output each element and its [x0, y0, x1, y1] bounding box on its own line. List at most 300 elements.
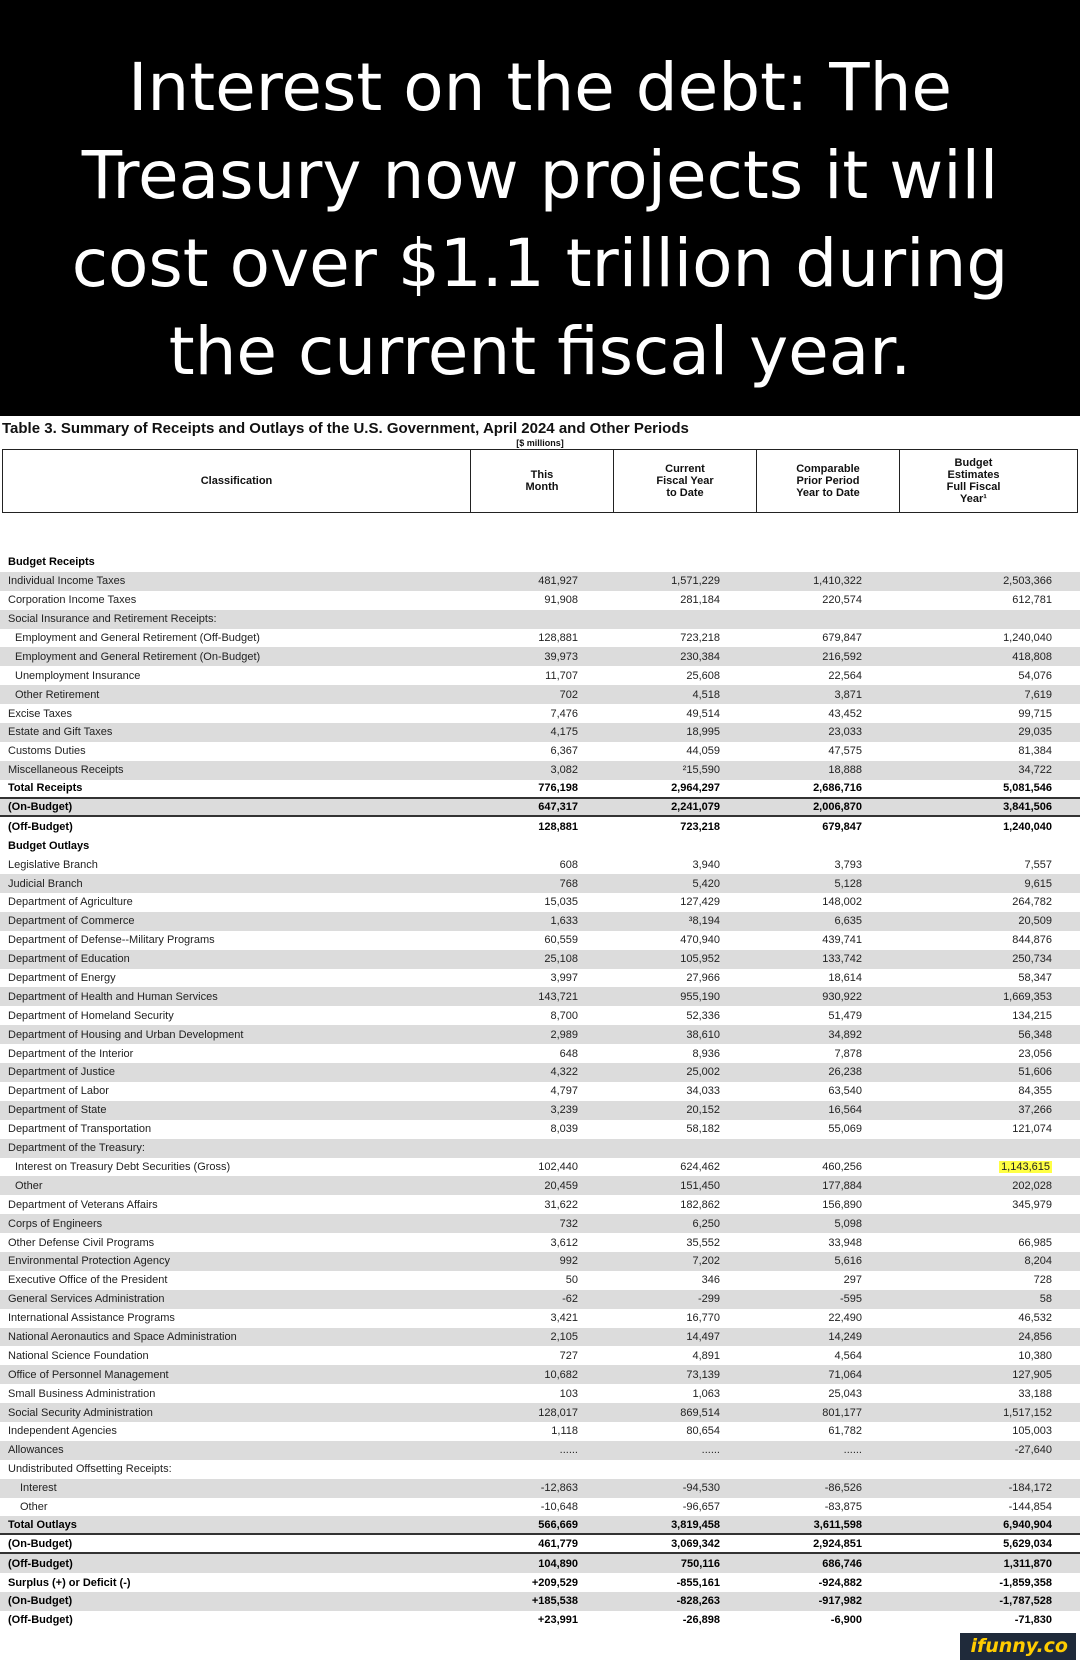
table-row — [0, 1044, 1080, 1063]
row-label: (On-Budget) — [8, 1537, 73, 1550]
table-row — [0, 1271, 1080, 1290]
this-month-cell: 15,035 — [544, 896, 578, 909]
table-row — [0, 874, 1080, 893]
this-month-cell: 143,721 — [538, 990, 578, 1003]
budget-estimate-cell: -144,854 — [1008, 1500, 1052, 1513]
this-month-cell: +209,529 — [531, 1576, 578, 1589]
budget-estimate-cell: 56,348 — [1018, 1028, 1052, 1041]
table-row — [0, 987, 1080, 1006]
table-row — [0, 931, 1080, 950]
row-label: Individual Income Taxes — [8, 575, 126, 588]
fiscal-ytd-cell: 281,184 — [680, 594, 720, 607]
row-label: Budget Receipts — [8, 556, 95, 569]
fiscal-ytd-cell: 3,819,458 — [671, 1518, 720, 1531]
table-row — [0, 591, 1080, 610]
prior-ytd-cell: 51,479 — [828, 1009, 862, 1022]
fiscal-ytd-cell: 151,450 — [680, 1179, 720, 1192]
prior-ytd-cell: 25,043 — [828, 1387, 862, 1400]
prior-ytd-cell: 18,614 — [828, 972, 862, 985]
table-row — [0, 1006, 1080, 1025]
budget-estimate-cell: 7,557 — [1024, 858, 1052, 871]
this-month-cell: 992 — [559, 1255, 578, 1268]
table-row — [0, 1498, 1080, 1517]
prior-ytd-cell: 148,002 — [822, 896, 862, 909]
prior-ytd-cell: 156,890 — [822, 1198, 862, 1211]
this-month-cell: ...... — [559, 1444, 578, 1457]
table-row — [0, 969, 1080, 988]
table-row — [0, 610, 1080, 629]
fiscal-ytd-cell: 346 — [701, 1274, 720, 1287]
this-month-cell: 3,239 — [550, 1104, 578, 1117]
this-month-cell: 91,908 — [544, 594, 578, 607]
fiscal-ytd-cell: 52,336 — [686, 1009, 720, 1022]
this-month-cell: 31,622 — [544, 1198, 578, 1211]
fiscal-ytd-cell: 182,862 — [680, 1198, 720, 1211]
row-label: Excise Taxes — [8, 707, 72, 720]
this-month-cell: 39,973 — [544, 650, 578, 663]
prior-ytd-cell: 14,249 — [828, 1330, 862, 1343]
table-row — [0, 1082, 1080, 1101]
row-label: Customs Duties — [8, 745, 86, 758]
fiscal-ytd-cell: 1,571,229 — [671, 575, 720, 588]
table-row — [0, 1346, 1080, 1365]
prior-ytd-cell: 1,410,322 — [813, 575, 862, 588]
row-label: International Assistance Programs — [8, 1312, 175, 1325]
table-row — [0, 1611, 1080, 1630]
this-month-cell: 103 — [559, 1387, 578, 1400]
this-month-cell: -10,648 — [540, 1500, 578, 1513]
prior-ytd-cell: 5,616 — [834, 1255, 862, 1268]
row-label: Unemployment Insurance — [15, 669, 141, 682]
budget-estimate-cell: 81,384 — [1018, 745, 1052, 758]
column-header-fiscal-ytd: Current Fiscal Year to Date — [614, 450, 757, 512]
prior-ytd-cell: 2,686,716 — [813, 782, 862, 795]
table-row — [0, 817, 1080, 836]
fiscal-ytd-cell: 3,940 — [692, 858, 720, 871]
table-header — [2, 449, 1078, 513]
table-row — [0, 723, 1080, 742]
fiscal-ytd-cell: 750,116 — [680, 1557, 720, 1570]
interest-estimate-highlight: 1,143,615 — [1001, 1160, 1050, 1173]
fiscal-ytd-cell: -299 — [697, 1293, 720, 1306]
row-label: Estate and Gift Taxes — [8, 726, 113, 739]
budget-estimate-cell: 9,615 — [1024, 877, 1052, 890]
row-label: Surplus (+) or Deficit (-) — [8, 1576, 131, 1589]
fiscal-ytd-cell: 25,002 — [686, 1066, 720, 1079]
this-month-cell: 3,997 — [550, 972, 578, 985]
budget-estimate-cell: -71,830 — [1014, 1614, 1052, 1627]
fiscal-ytd-cell: 230,384 — [680, 650, 720, 663]
table-row — [0, 1252, 1080, 1271]
fiscal-ytd-cell: 624,462 — [680, 1160, 720, 1173]
table-row — [0, 1214, 1080, 1233]
prior-ytd-cell: 55,069 — [828, 1123, 862, 1136]
fiscal-ytd-cell: ³8,194 — [688, 915, 720, 928]
row-label: Department of State — [8, 1104, 107, 1117]
table-row — [0, 572, 1080, 591]
fiscal-ytd-cell: 127,429 — [680, 896, 720, 909]
fiscal-ytd-cell: 35,552 — [686, 1236, 720, 1249]
budget-estimate-cell: 127,905 — [1012, 1368, 1052, 1381]
budget-estimate-cell: 51,606 — [1018, 1066, 1052, 1079]
row-label: Department of the Treasury: — [8, 1142, 145, 1155]
fiscal-ytd-cell: 25,608 — [686, 669, 720, 682]
prior-ytd-cell: -86,526 — [824, 1482, 862, 1495]
row-label: Undistributed Offsetting Receipts: — [8, 1463, 172, 1476]
fiscal-ytd-cell: -94,530 — [682, 1482, 720, 1495]
table-row — [0, 629, 1080, 648]
this-month-cell: 8,700 — [550, 1009, 578, 1022]
fiscal-ytd-cell: -828,263 — [676, 1595, 720, 1608]
fiscal-ytd-cell: 49,514 — [686, 707, 720, 720]
row-label: Employment and General Retirement (On-Budget) — [15, 650, 261, 663]
this-month-cell: 128,017 — [538, 1406, 578, 1419]
row-label: Interest on Treasury Debt Securities (Gross) — [15, 1160, 231, 1173]
this-month-cell: 8,039 — [550, 1123, 578, 1136]
this-month-cell: 732 — [559, 1217, 578, 1230]
prior-ytd-cell: 801,177 — [822, 1406, 862, 1419]
row-label: Social Security Administration — [8, 1406, 153, 1419]
fiscal-ytd-cell: 6,250 — [692, 1217, 720, 1230]
table-row — [0, 1158, 1080, 1177]
table-row — [0, 1441, 1080, 1460]
fiscal-ytd-cell: -26,898 — [682, 1614, 720, 1627]
prior-ytd-cell: -6,900 — [830, 1614, 862, 1627]
table-row — [0, 685, 1080, 704]
budget-estimate-cell: 10,380 — [1018, 1349, 1052, 1362]
highlighted-budget-estimate-cell — [882, 1161, 1072, 1173]
this-month-cell: 1,118 — [551, 1425, 578, 1438]
this-month-cell: 25,108 — [544, 953, 578, 966]
table-row — [0, 912, 1080, 931]
prior-ytd-cell: 5,128 — [834, 877, 862, 890]
budget-estimate-cell: 264,782 — [1012, 896, 1052, 909]
table-row — [0, 1290, 1080, 1309]
row-label: Department of Housing and Urban Development — [8, 1028, 244, 1041]
table-row — [0, 1309, 1080, 1328]
row-label: Allowances — [8, 1444, 64, 1457]
table-row — [0, 893, 1080, 912]
prior-ytd-cell: 3,793 — [834, 858, 862, 871]
prior-ytd-cell: 177,884 — [822, 1179, 862, 1192]
fiscal-ytd-cell: 869,514 — [680, 1406, 720, 1419]
row-label: Other Retirement — [15, 688, 100, 701]
table-row — [0, 950, 1080, 969]
budget-estimate-cell: 3,841,506 — [1003, 801, 1052, 814]
prior-ytd-cell: ...... — [843, 1444, 862, 1457]
fiscal-ytd-cell: 955,190 — [680, 990, 720, 1003]
this-month-cell: 608 — [559, 858, 578, 871]
row-label: National Science Foundation — [8, 1349, 149, 1362]
budget-estimate-cell: 418,808 — [1012, 650, 1052, 663]
fiscal-ytd-cell: 16,770 — [686, 1312, 720, 1325]
table-row — [0, 836, 1080, 855]
ifunny-watermark: ifunny.co — [960, 1633, 1076, 1660]
table-row — [0, 647, 1080, 666]
prior-ytd-cell: 26,238 — [828, 1066, 862, 1079]
budget-estimate-cell: 29,035 — [1018, 726, 1052, 739]
prior-ytd-cell: 5,098 — [834, 1217, 862, 1230]
row-label: Department of Transportation — [8, 1123, 152, 1136]
fiscal-ytd-cell: 38,610 — [686, 1028, 720, 1041]
fiscal-ytd-cell: 27,966 — [686, 972, 720, 985]
this-month-cell: 10,682 — [544, 1368, 578, 1381]
table-row — [0, 761, 1080, 780]
row-label: Department of Health and Human Services — [8, 990, 218, 1003]
row-label: Miscellaneous Receipts — [8, 764, 124, 777]
fiscal-ytd-cell: ²15,590 — [682, 764, 720, 777]
prior-ytd-cell: 220,574 — [822, 594, 862, 607]
row-label: Judicial Branch — [8, 877, 83, 890]
fiscal-ytd-cell: 80,654 — [686, 1425, 720, 1438]
this-month-cell: +23,991 — [537, 1614, 578, 1627]
this-month-cell: 1,633 — [550, 915, 578, 928]
fiscal-ytd-cell: 7,202 — [692, 1255, 720, 1268]
table-row — [0, 799, 1080, 818]
row-label: Total Outlays — [8, 1518, 77, 1531]
budget-estimate-cell: 6,940,904 — [1003, 1518, 1052, 1531]
fiscal-ytd-cell: 58,182 — [686, 1123, 720, 1136]
table-row — [0, 780, 1080, 799]
table-row — [0, 1195, 1080, 1214]
row-label: Department of Commerce — [8, 915, 135, 928]
this-month-cell: 20,459 — [544, 1179, 578, 1192]
fiscal-ytd-cell: -96,657 — [682, 1500, 720, 1513]
this-month-cell: 4,797 — [550, 1085, 578, 1098]
table-row — [0, 1554, 1080, 1573]
row-label: Other — [15, 1179, 43, 1192]
this-month-cell: 6,367 — [550, 745, 578, 758]
prior-ytd-cell: 930,922 — [822, 990, 862, 1003]
budget-estimate-cell: 37,266 — [1018, 1104, 1052, 1117]
this-month-cell: 4,322 — [550, 1066, 578, 1079]
table-row — [0, 1120, 1080, 1139]
this-month-cell: +185,538 — [531, 1595, 578, 1608]
row-label: Department of Defense--Military Programs — [8, 934, 215, 947]
budget-estimate-cell: 23,056 — [1018, 1047, 1052, 1060]
budget-estimate-cell: 105,003 — [1012, 1425, 1052, 1438]
budget-estimate-cell: 134,215 — [1012, 1009, 1052, 1022]
row-label: (On-Budget) — [8, 801, 73, 814]
prior-ytd-cell: -83,875 — [824, 1500, 862, 1513]
row-label: Corps of Engineers — [8, 1217, 103, 1230]
budget-estimate-cell: -27,640 — [1014, 1444, 1052, 1457]
table-row — [0, 1460, 1080, 1479]
column-header-this-month: This Month — [471, 450, 614, 512]
budget-estimate-cell: 345,979 — [1012, 1198, 1052, 1211]
this-month-cell: 461,779 — [538, 1537, 578, 1550]
table-row — [0, 1479, 1080, 1498]
row-label: Employment and General Retirement (Off-Budget) — [15, 632, 260, 644]
prior-ytd-cell: 43,452 — [828, 707, 862, 720]
row-label: Department of Agriculture — [8, 896, 133, 909]
prior-ytd-cell: 61,782 — [828, 1425, 862, 1438]
row-label: Other Defense Civil Programs — [8, 1236, 155, 1249]
budget-estimate-cell: 5,629,034 — [1003, 1537, 1052, 1550]
row-label: Legislative Branch — [8, 858, 98, 871]
fiscal-ytd-cell: 470,940 — [680, 934, 720, 947]
row-label: (Off-Budget) — [8, 1557, 73, 1570]
this-month-cell: 776,198 — [538, 782, 578, 795]
row-label: (Off-Budget) — [8, 820, 73, 833]
prior-ytd-cell: 679,847 — [822, 632, 862, 644]
table-row — [0, 1422, 1080, 1441]
prior-ytd-cell: 439,741 — [822, 934, 862, 947]
row-label: Office of Personnel Management — [8, 1368, 169, 1381]
row-label: Department of Energy — [8, 972, 116, 985]
this-month-cell: 128,881 — [538, 820, 578, 833]
this-month-cell: 7,476 — [550, 707, 578, 720]
budget-estimate-cell: 34,722 — [1018, 764, 1052, 777]
this-month-cell: 3,612 — [550, 1236, 578, 1249]
budget-estimate-cell: 99,715 — [1018, 707, 1052, 720]
this-month-cell: 50 — [565, 1274, 578, 1287]
this-month-cell: 648 — [559, 1047, 578, 1060]
table-row — [0, 1403, 1080, 1422]
budget-estimate-cell: 1,311,870 — [1003, 1557, 1052, 1570]
table-row — [0, 1063, 1080, 1082]
budget-estimate-cell: 20,509 — [1018, 915, 1052, 928]
budget-estimate-cell: 54,076 — [1018, 669, 1052, 682]
prior-ytd-cell: 47,575 — [828, 745, 862, 758]
this-month-cell: 702 — [559, 688, 578, 701]
fiscal-ytd-cell: 723,218 — [680, 632, 720, 644]
budget-estimate-cell: 121,074 — [1012, 1123, 1052, 1136]
fiscal-ytd-cell: 3,069,342 — [671, 1537, 720, 1550]
this-month-cell: 566,669 — [538, 1518, 578, 1531]
table-row — [0, 1573, 1080, 1592]
this-month-cell: -62 — [562, 1293, 578, 1306]
fiscal-ytd-cell: 8,936 — [692, 1047, 720, 1060]
prior-ytd-cell: -924,882 — [818, 1576, 862, 1589]
prior-ytd-cell: 4,564 — [834, 1349, 862, 1362]
prior-ytd-cell: 3,871 — [834, 688, 862, 701]
prior-ytd-cell: -917,982 — [818, 1595, 862, 1608]
prior-ytd-cell: 2,924,851 — [813, 1537, 862, 1550]
fiscal-ytd-cell: 4,518 — [692, 688, 720, 701]
budget-estimate-cell: 202,028 — [1012, 1179, 1052, 1192]
prior-ytd-cell: -595 — [839, 1293, 862, 1306]
row-label: National Aeronautics and Space Administration — [8, 1330, 237, 1343]
fiscal-ytd-cell: 2,964,297 — [671, 782, 720, 795]
fiscal-ytd-cell: 4,891 — [692, 1349, 720, 1362]
table-row — [0, 1101, 1080, 1120]
budget-estimate-cell: 33,188 — [1018, 1387, 1052, 1400]
row-label: Corporation Income Taxes — [8, 594, 137, 607]
prior-ytd-cell: 133,742 — [822, 953, 862, 966]
this-month-cell: 104,890 — [538, 1557, 578, 1570]
this-month-cell: 3,421 — [550, 1312, 578, 1325]
prior-ytd-cell: 460,256 — [822, 1160, 862, 1173]
fiscal-ytd-cell: 5,420 — [692, 877, 720, 890]
prior-ytd-cell: 22,564 — [828, 669, 862, 682]
fiscal-ytd-cell: 34,033 — [686, 1085, 720, 1098]
table-row — [0, 1592, 1080, 1611]
this-month-cell: 3,082 — [550, 764, 578, 777]
fiscal-ytd-cell: 73,139 — [686, 1368, 720, 1381]
row-label: Small Business Administration — [8, 1387, 156, 1400]
column-header-prior-ytd: Comparable Prior Period Year to Date — [757, 450, 900, 512]
budget-estimate-cell: 2,503,366 — [1003, 575, 1052, 588]
prior-ytd-cell: 18,888 — [828, 764, 862, 777]
prior-ytd-cell: 3,611,598 — [813, 1518, 862, 1531]
table-row — [0, 1365, 1080, 1384]
this-month-cell: -12,863 — [540, 1482, 578, 1495]
row-label: Interest — [20, 1482, 57, 1495]
this-month-cell: 60,559 — [544, 934, 578, 947]
table-row — [0, 1516, 1080, 1535]
budget-estimate-cell: 1,517,152 — [1003, 1406, 1052, 1419]
prior-ytd-cell: 6,635 — [834, 915, 862, 928]
table-row — [0, 1025, 1080, 1044]
this-month-cell: 768 — [559, 877, 578, 890]
row-label: Department of the Interior — [8, 1047, 134, 1060]
prior-ytd-cell: 216,592 — [822, 650, 862, 663]
budget-estimate-cell: 66,985 — [1018, 1236, 1052, 1249]
budget-estimate-cell: 84,355 — [1018, 1085, 1052, 1098]
budget-estimate-cell: 844,876 — [1012, 934, 1052, 947]
this-month-cell: 4,175 — [550, 726, 578, 739]
table-row — [0, 1139, 1080, 1158]
row-label: (Off-Budget) — [8, 1614, 73, 1627]
table-row — [0, 1176, 1080, 1195]
fiscal-ytd-cell: 18,995 — [686, 726, 720, 739]
prior-ytd-cell: 63,540 — [828, 1085, 862, 1098]
budget-estimate-cell: -1,787,528 — [999, 1595, 1052, 1608]
fiscal-ytd-cell: 44,059 — [686, 745, 720, 758]
budget-estimate-cell: 7,619 — [1024, 688, 1052, 701]
prior-ytd-cell: 7,878 — [834, 1047, 862, 1060]
row-label: (On-Budget) — [8, 1595, 73, 1608]
row-label: Independent Agencies — [8, 1425, 117, 1438]
fiscal-ytd-cell: 20,152 — [686, 1104, 720, 1117]
row-label: Budget Outlays — [8, 839, 90, 852]
prior-ytd-cell: 22,490 — [828, 1312, 862, 1325]
table-row — [0, 1328, 1080, 1347]
this-month-cell: 647,317 — [538, 801, 578, 814]
table-row — [0, 553, 1080, 572]
this-month-cell: 481,927 — [538, 575, 578, 588]
table-row — [0, 855, 1080, 874]
row-label: Department of Veterans Affairs — [8, 1198, 158, 1211]
budget-estimate-cell: 728 — [1033, 1274, 1052, 1287]
table-row — [0, 1535, 1080, 1554]
row-label: Department of Homeland Security — [8, 1009, 174, 1022]
row-label: Executive Office of the President — [8, 1274, 168, 1287]
row-label: Department of Justice — [8, 1066, 115, 1079]
this-month-cell: 11,707 — [545, 669, 578, 682]
fiscal-ytd-cell: ...... — [701, 1444, 720, 1457]
prior-ytd-cell: 71,064 — [828, 1368, 862, 1381]
budget-estimate-cell: -184,172 — [1008, 1482, 1052, 1495]
this-month-cell: 2,989 — [550, 1028, 578, 1041]
row-label: Environmental Protection Agency — [8, 1255, 171, 1268]
budget-estimate-cell: 58,347 — [1018, 972, 1052, 985]
prior-ytd-cell: 16,564 — [828, 1104, 862, 1117]
fiscal-ytd-cell: 2,241,079 — [671, 801, 720, 814]
row-label: General Services Administration — [8, 1293, 165, 1306]
headline: Interest on the debt: The Treasury now projects it will cost over $1.1 trillion during the current fiscal year. — [0, 0, 1080, 416]
prior-ytd-cell: 23,033 — [828, 726, 862, 739]
row-label: Department of Labor — [8, 1085, 109, 1098]
column-header-budget-estimates: Budget Estimates Full Fiscal Year¹ — [946, 457, 1001, 505]
table-row — [0, 1233, 1080, 1252]
row-label: Department of Education — [8, 953, 130, 966]
fiscal-ytd-cell: 105,952 — [680, 953, 720, 966]
prior-ytd-cell: 297 — [843, 1274, 862, 1287]
prior-ytd-cell: 679,847 — [822, 820, 862, 833]
this-month-cell: 128,881 — [538, 632, 578, 644]
